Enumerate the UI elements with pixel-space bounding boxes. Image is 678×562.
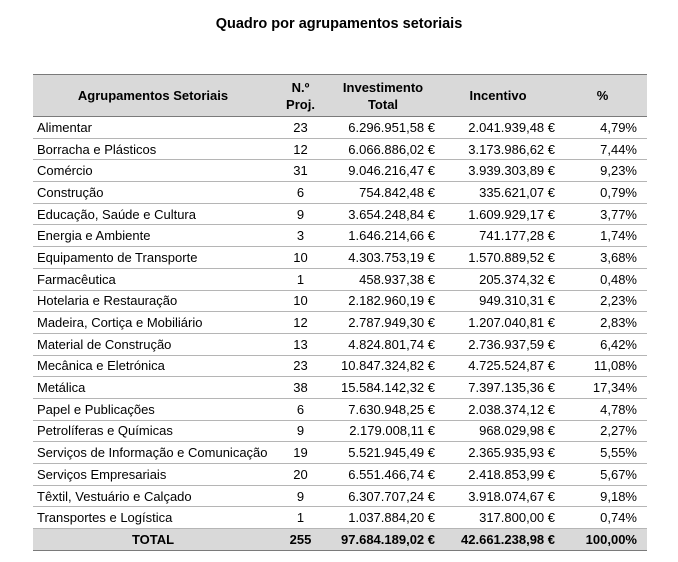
cell-percent: 2,27% (558, 420, 647, 442)
cell-investment: 6.066.886,02 € (328, 138, 438, 160)
cell-incentive: 2.418.853,99 € (438, 464, 558, 486)
cell-projects: 1 (273, 507, 328, 529)
cell-investment: 4.824.801,74 € (328, 333, 438, 355)
table-row (33, 442, 647, 464)
cell-investment: 9.046.216,47 € (328, 160, 438, 182)
cell-incentive: 7.397.135,36 € (438, 377, 558, 399)
table-row (33, 312, 647, 334)
cell-percent: 6,42% (558, 333, 647, 355)
cell-percent: 9,18% (558, 485, 647, 507)
cell-projects: 19 (273, 442, 328, 464)
cell-investment: 1.646.214,66 € (328, 225, 438, 247)
cell-investment: 2.182.960,19 € (328, 290, 438, 312)
total-projects: 255 (273, 529, 328, 551)
cell-investment: 4.303.753,19 € (328, 247, 438, 269)
cell-incentive: 1.570.889,52 € (438, 247, 558, 269)
cell-incentive: 3.918.074,67 € (438, 485, 558, 507)
table-row (33, 507, 647, 529)
cell-sector: Metálica (33, 377, 273, 399)
cell-sector: Papel e Publicações (33, 398, 273, 420)
cell-sector: Borracha e Plásticos (33, 138, 273, 160)
cell-percent: 4,79% (558, 117, 647, 139)
cell-projects: 9 (273, 485, 328, 507)
cell-incentive: 335.621,07 € (438, 182, 558, 204)
table-header-row (33, 75, 647, 117)
cell-incentive: 968.029,98 € (438, 420, 558, 442)
cell-sector: Construção (33, 182, 273, 204)
cell-projects: 20 (273, 464, 328, 486)
cell-sector: Farmacêutica (33, 268, 273, 290)
table-row (33, 160, 647, 182)
cell-incentive: 3.173.986,62 € (438, 138, 558, 160)
header-investment-line2: Total (367, 96, 399, 112)
cell-projects: 9 (273, 420, 328, 442)
cell-investment: 6.307.707,24 € (328, 485, 438, 507)
cell-incentive: 2.038.374,12 € (438, 398, 558, 420)
cell-percent: 3,77% (558, 203, 647, 225)
sector-table (33, 74, 647, 551)
table-row (33, 377, 647, 399)
cell-sector: Energia e Ambiente (33, 225, 273, 247)
cell-projects: 23 (273, 355, 328, 377)
cell-sector: Alimentar (33, 117, 273, 139)
cell-sector: Mecânica e Eletrónica (33, 355, 273, 377)
cell-percent: 3,68% (558, 247, 647, 269)
total-investment: 97.684.189,02 € (328, 529, 438, 551)
table-row (33, 355, 647, 377)
cell-percent: 0,79% (558, 182, 647, 204)
cell-incentive: 2.365.935,93 € (438, 442, 558, 464)
table-row (33, 225, 647, 247)
page-title: Quadro por agrupamentos setoriais (215, 16, 463, 32)
table-row (33, 464, 647, 486)
total-row (33, 529, 647, 551)
cell-projects: 6 (273, 398, 328, 420)
cell-projects: 9 (273, 203, 328, 225)
table-row (33, 398, 647, 420)
cell-sector: Têxtil, Vestuário e Calçado (33, 485, 273, 507)
table-row (33, 333, 647, 355)
cell-incentive: 949.310,31 € (438, 290, 558, 312)
cell-sector: Comércio (33, 160, 273, 182)
cell-projects: 38 (273, 377, 328, 399)
cell-investment: 10.847.324,82 € (328, 355, 438, 377)
cell-percent: 2,23% (558, 290, 647, 312)
cell-incentive: 4.725.524,87 € (438, 355, 558, 377)
cell-incentive: 1.207.040,81 € (438, 312, 558, 334)
header-projects-line2: Proj. (286, 96, 315, 112)
cell-sector: Material de Construção (33, 333, 273, 355)
cell-percent: 1,74% (558, 225, 647, 247)
cell-investment: 6.551.466,74 € (328, 464, 438, 486)
header-incentive: Incentivo (438, 75, 558, 117)
cell-incentive: 741.177,28 € (438, 225, 558, 247)
cell-projects: 12 (273, 312, 328, 334)
cell-incentive: 1.609.929,17 € (438, 203, 558, 225)
table-row (33, 268, 647, 290)
cell-percent: 11,08% (558, 355, 647, 377)
cell-sector: Serviços Empresariais (33, 464, 273, 486)
cell-percent: 0,74% (558, 507, 647, 529)
cell-incentive: 2.736.937,59 € (438, 333, 558, 355)
cell-investment: 7.630.948,25 € (328, 398, 438, 420)
table-row (33, 138, 647, 160)
cell-sector: Hotelaria e Restauração (33, 290, 273, 312)
cell-projects: 1 (273, 268, 328, 290)
cell-projects: 6 (273, 182, 328, 204)
cell-incentive: 205.374,32 € (438, 268, 558, 290)
header-projects-line1: N.º (291, 79, 310, 95)
header-investment-line1: Investimento (342, 79, 424, 95)
cell-percent: 5,67% (558, 464, 647, 486)
cell-percent: 9,23% (558, 160, 647, 182)
cell-investment: 3.654.248,84 € (328, 203, 438, 225)
cell-projects: 13 (273, 333, 328, 355)
table-row (33, 290, 647, 312)
cell-projects: 31 (273, 160, 328, 182)
cell-sector: Transportes e Logística (33, 507, 273, 529)
cell-projects: 10 (273, 247, 328, 269)
cell-investment: 15.584.142,32 € (328, 377, 438, 399)
cell-projects: 23 (273, 117, 328, 139)
table-row (33, 117, 647, 139)
table-row (33, 203, 647, 225)
header-sector: Agrupamentos Setoriais (33, 75, 273, 117)
cell-incentive: 3.939.303,89 € (438, 160, 558, 182)
cell-percent: 4,78% (558, 398, 647, 420)
cell-sector: Educação, Saúde e Cultura (33, 203, 273, 225)
table-row (33, 182, 647, 204)
cell-percent: 2,83% (558, 312, 647, 334)
header-investment (328, 75, 438, 117)
cell-projects: 12 (273, 138, 328, 160)
total-percent: 100,00% (558, 529, 647, 551)
cell-projects: 10 (273, 290, 328, 312)
cell-percent: 7,44% (558, 138, 647, 160)
cell-percent: 0,48% (558, 268, 647, 290)
cell-sector: Madeira, Cortiça e Mobiliário (33, 312, 273, 334)
table-row (33, 485, 647, 507)
table-body (33, 117, 647, 529)
table-row (33, 247, 647, 269)
cell-investment: 2.787.949,30 € (328, 312, 438, 334)
cell-incentive: 317.800,00 € (438, 507, 558, 529)
cell-percent: 5,55% (558, 442, 647, 464)
cell-investment: 6.296.951,58 € (328, 117, 438, 139)
cell-investment: 754.842,48 € (328, 182, 438, 204)
cell-percent: 17,34% (558, 377, 647, 399)
cell-projects: 3 (273, 225, 328, 247)
cell-investment: 2.179.008,11 € (328, 420, 438, 442)
header-percent: % (558, 75, 647, 117)
table-row (33, 420, 647, 442)
cell-investment: 1.037.884,20 € (328, 507, 438, 529)
cell-investment: 458.937,38 € (328, 268, 438, 290)
total-label: TOTAL (33, 529, 273, 551)
cell-incentive: 2.041.939,48 € (438, 117, 558, 139)
header-projects (273, 75, 328, 117)
cell-investment: 5.521.945,49 € (328, 442, 438, 464)
cell-sector: Equipamento de Transporte (33, 247, 273, 269)
cell-sector: Petrolíferas e Químicas (33, 420, 273, 442)
cell-sector: Serviços de Informação e Comunicação (33, 442, 273, 464)
total-incentive: 42.661.238,98 € (438, 529, 558, 551)
